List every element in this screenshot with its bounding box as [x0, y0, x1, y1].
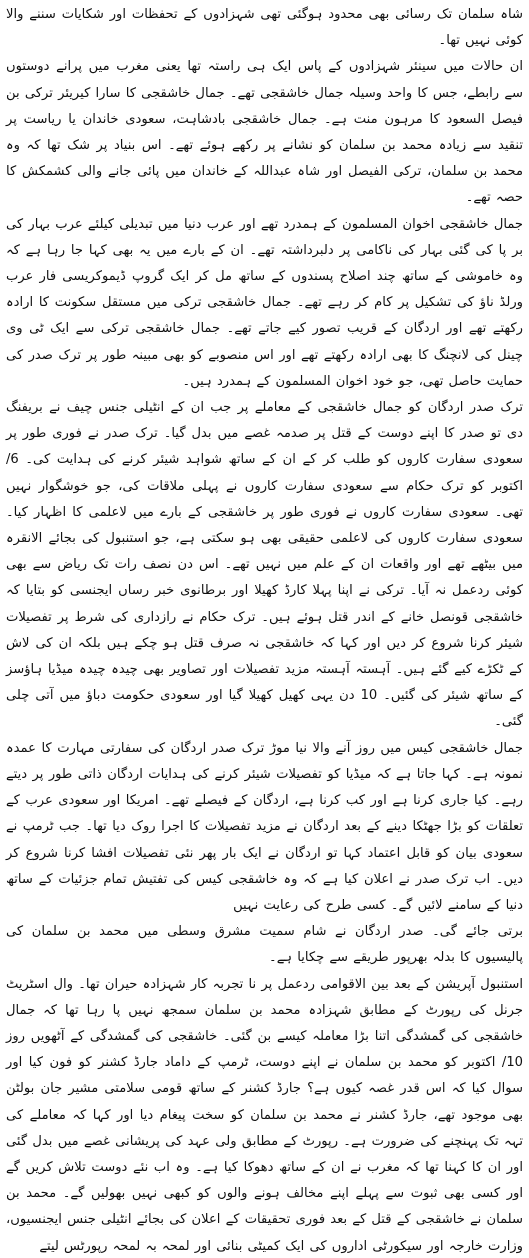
paragraph-4: ترک صدر اردگان کو جمال خاشقجی کے معاملے پر جب ان کے انٹیلی جنس چیف نے بریفنگ دی تو صدر کا اپنے دوست کے قتل پر صدمہ غصے میں بدل گیا۔ ترک صدر نے فوری طور پر سعودی سفارت کاروں کو طلب کر کے ان کے ساتھ شواہد شیئر کرنے کی ہدایت کی۔ 6/ اکتوبر کو ترک حکام سے سعودی سفارت کاروں نے پہلی ملاقات کی، جو خوشگوار نہیں تھی۔ سعودی سفارت کاروں نے فوری طور پر خاشقجی کے بارے میں لاعلمی کا اظہار کیا۔ سعودی سفارت کاروں کی لاعلمی حقیقی بھی ہو سکتی ہے، جو استنبول کی بجائے الانقرہ میں بیٹھے تھے اور واقعات ان کے علم میں نہیں تھے۔ اس دن نصف رات تک ریاض سے بھی کوئی ردعمل نہ آیا۔ ترکی نے اپنا پہلا کارڈ کھیلا اور برطانوی خبر رساں ایجنسی کو بتایا کہ خاشقجی قونصل خانے کے اندر قتل ہوئے ہیں۔ ترک حکام نے رازداری کی شرط پر تفصیلات شیئر کرنا شروع کر دیں اور کہا کہ خاشقجی نہ صرف قتل ہو چکے ہیں بلکہ ان کی لاش کے ٹکڑے کیے گئے ہیں۔ آہستہ آہستہ مزید تفصیلات اور تصاویر بھی چیدہ چیدہ میڈیا ہاؤسز کے ساتھ شیئر کی گئیں۔ 10 دن یہی کھیل کھیلا گیا اور سعودی حکومت دباؤ میں آتی چلی گئی۔ — [6, 400, 523, 730]
paragraph-6: برتی جائے گی۔ صدر اردگان نے شام سمیت مشرق وسطی میں محمد بن سلمان کی پالیسیوں کا بدلہ بھرپور طریقے سے چکایا ہے۔ — [6, 924, 523, 966]
paragraph-7: استنبول آپریشن کے بعد بین الاقوامی ردعمل پر نا تجربہ کار شہزادہ حیران تھا۔ وال اسٹریٹ جرنل کی رپورٹ کے مطابق شہزادہ محمد بن سلمان سمجھ نہیں پا رہا تھا کہ جمال خاشقجی کی گمشدگی اتنا بڑا معاملہ کیسے بن گئی۔ خاشقجی کی گمشدگی کے آٹھویں روز 10/ اکتوبر کو محمد بن سلمان نے اپنے دوست، ٹرمپ کے داماد جارڈ کشنر کو فون کیا اور سوال کیا کہ اس قدر غصہ کیوں ہے؟ جارڈ کشنر کے ساتھ قومی سلامتی مشیر جان بولٹن بھی موجود تھے، جارڈ کشنر نے محمد بن سلمان کو سخت پیغام دیا اور کہا کہ معاملے کی تہہ تک پہنچنے کی ضرورت ہے۔ رپورٹ کے مطابق ولی عہد کی پریشانی غصے میں بدل گئی اور ان کا کہنا تھا کہ مغرب نے ان کے ساتھ دھوکا کیا ہے۔ وہ اب نئے دوست تلاش کریں گے اور کسی بھی ثبوت سے پہلے اپنے مخالف ہونے والوں کو کبھی نہیں بھولیں گے۔ محمد بن سلمان نے خاشقجی کے قتل کے بعد فوری تحقیقات کے اعلان کی بجائے انٹیلی جنس ایجنسیوں، وزارت خارجہ اور سیکورٹی اداروں کی ایک کمیٹی بنائی اور لمحہ بہ لمحہ رپورٹس لیتے — [6, 976, 523, 1254]
paragraph-3: جمال خاشقجی اخوان المسلمون کے ہمدرد تھے اور عرب دنیا میں تبدیلی کیلئے عرب بہار کی بر پا کی گئی بہار کی ناکامی پر دلبرداشتہ تھے۔ ان کے بارے میں یہ بھی کہا جا رہا ہے کہ وہ خاموشی کے ساتھ چند اصلاح پسندوں کے ساتھ مل کر ایک گروپ ڈیموکریسی فار عرب ورلڈ ناؤ کی تشکیل پر کام کر رہے تھے۔ جمال خاشقجی ترکی میں مستقل سکونت کا ارادہ رکھتے تھے اور اردگان کے قریب تصور کیے جاتے تھے۔ جمال خاشقجی ترکی سے ایک ٹی وی چینل کی لانچنگ کا بھی ارادہ رکھتے تھے اور اس منصوبے کو بھی مبینہ طور پر ترک صدر کی حمایت حاصل تھی، جو خود اخوان المسلمون کے ہمدرد ہیں۔ — [6, 216, 523, 389]
paragraph-2: ان حالات میں سینئر شہزادوں کے پاس ایک ہی راستہ تھا یعنی مغرب میں پرانے دوستوں سے رابطے، جس کا واحد وسیلہ جمال خاشقجی تھے۔ جمال خاشقجی کا سارا کیریئر ترکی بن فیصل السعود کا مرہون منت ہے۔ جمال خاشقجی بادشاہت، سعودی خاندان یا ریاست پر تنقید سے زیادہ محمد بن سلمان کو نشانے پر رکھے ہوئے تھے۔ اس بنیاد پر شک تھا کہ وہ محمد بن سلمان، ترکی الفیصل اور شاہ عبداللہ کے خاندان میں پائی جانے والی کشمکش کا حصہ تھے۔ — [6, 59, 523, 206]
paragraph-5: جمال خاشقجی کیس میں روز آنے والا نیا موڑ ترک صدر اردگان کی سفارتی مہارت کا عمدہ نمونہ ہے۔ کہا جاتا ہے کہ میڈیا کو تفصیلات شیئر کرنے کی ہدایات اردگان ذاتی طور پر دیتے رہے۔ کیا جاری کرنا ہے اور کب کرنا ہے، اردگان کے فیصلے تھے۔ امریکا اور سعودی عرب کے تعلقات کو بڑا جھٹکا دینے کے بعد اردگان نے مزید تفصیلات کا اجرا روک دیا تھا۔ جب ٹرمپ نے سعودی بیان کو قابل اعتماد کہا تو اردگان نے ایک بار پھر نئی تفصیلات افشا کرنا شروع کر دیں۔ اب ترک صدر نے اعلان کیا ہے کہ وہ خاشقجی کیس کی تفتیش تمام جزئیات کے ساتھ دنیا کے سامنے لائیں گے۔ کسی طرح کی رعایت نہیں — [6, 740, 523, 913]
paragraph-1: شاہ سلمان تک رسائی بھی محدود ہوگئی تھی شہزادوں کے تحفظات اور شکایات سننے والا کوئی نہیں تھا۔ — [6, 7, 523, 49]
